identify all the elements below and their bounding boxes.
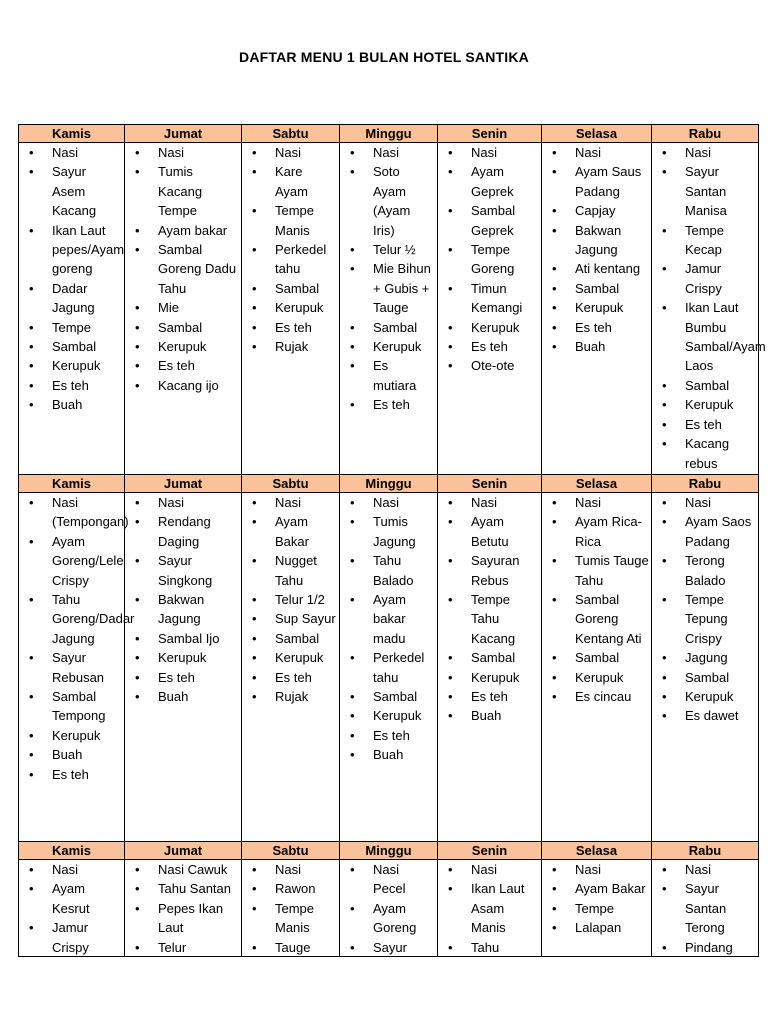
menu-item: • Ayam Bakar: [542, 879, 651, 898]
menu-list: [242, 143, 339, 356]
menu-item: • Kerupuk: [542, 298, 651, 317]
menu-item: • Jamur Crispy: [652, 259, 758, 298]
menu-item: • Nasi (Tempongan): [19, 493, 124, 532]
menu-item: • Sayuran Rebus: [438, 551, 541, 590]
day-header-jumat: Jumat: [125, 842, 242, 860]
day-header-jumat: Jumat: [125, 125, 242, 143]
menu-item: • Nasi Pecel: [340, 860, 437, 899]
menu-item: • Nasi: [242, 493, 339, 512]
menu-item: • Ayam Betutu: [438, 512, 541, 551]
menu-list: [542, 860, 651, 938]
menu-item: • Sambal Ijo: [125, 629, 241, 648]
menu-item: • Kerupuk: [19, 356, 124, 375]
menu-item: • Ote-ote: [438, 356, 541, 375]
menu-item: • Ayam Geprek: [438, 162, 541, 201]
menu-item: • Buah: [19, 395, 124, 414]
menu-item: • Kerupuk: [652, 395, 758, 414]
day-header-minggu: Minggu: [340, 475, 438, 493]
menu-item: • Sambal: [125, 318, 241, 337]
day-header-jumat: Jumat: [125, 475, 242, 493]
menu-item: • Kerupuk: [542, 668, 651, 687]
menu-item: • Nasi: [125, 143, 241, 162]
menu-item: • Kerupuk: [438, 318, 541, 337]
menu-item: • Es teh: [652, 415, 758, 434]
menu-list: [438, 143, 541, 376]
menu-cell-minggu: [340, 143, 438, 475]
menu-item: • Nasi: [542, 860, 651, 879]
menu-item: • Nasi: [652, 143, 758, 162]
menu-list: [340, 860, 437, 957]
menu-cell-kamis: [19, 860, 125, 957]
menu-list: [125, 143, 241, 395]
menu-item: • Es cincau: [542, 687, 651, 706]
menu-item: • Tempe Manis: [242, 201, 339, 240]
menu-item: • Es teh: [242, 668, 339, 687]
menu-item: • Jamur Crispy: [19, 918, 124, 957]
menu-item: • Es teh: [438, 337, 541, 356]
menu-item: • Bakwan Jagung: [542, 221, 651, 260]
menu-item: • Lalapan: [542, 918, 651, 937]
menu-row: [19, 143, 759, 475]
menu-list: [340, 143, 437, 415]
menu-cell-kamis: [19, 493, 135, 842]
menu-item: • Sayur Singkong: [125, 551, 241, 590]
menu-item: • Nasi: [242, 143, 339, 162]
menu-item: • Ayam Goreng: [340, 899, 437, 938]
menu-cell-jumat: [125, 493, 242, 842]
day-header-minggu: Minggu: [340, 125, 438, 143]
menu-cell-sabtu: [242, 143, 340, 475]
menu-item: • Es teh: [542, 318, 651, 337]
menu-item: • Ati kentang: [542, 259, 651, 278]
menu-list: [242, 860, 339, 957]
menu-item: • Ayam Goreng/Lele Crispy: [19, 532, 124, 590]
menu-list: [340, 493, 437, 765]
menu-cell-selasa: [542, 493, 652, 842]
menu-cell-selasa: [542, 143, 652, 475]
menu-list: [438, 860, 541, 957]
menu-item: • Ayam Kesrut: [19, 879, 124, 918]
menu-item: • Nasi: [438, 143, 541, 162]
menu-item: • Buah: [542, 337, 651, 356]
menu-list: [19, 493, 135, 784]
menu-item: • Sambal: [438, 648, 541, 667]
day-header-selasa: Selasa: [542, 475, 652, 493]
menu-item: • Bakwan Jagung: [125, 590, 241, 629]
day-header-selasa: Selasa: [542, 125, 652, 143]
menu-item: • Sambal Goreng Kentang Ati: [542, 590, 651, 648]
menu-item: • Sambal: [542, 279, 651, 298]
menu-list: [125, 860, 241, 957]
day-header-sabtu: Sabtu: [242, 842, 340, 860]
menu-item: • Ikan Laut pepes/Ayam goreng: [19, 221, 124, 279]
menu-item: • Rendang Daging: [125, 512, 241, 551]
day-header-selasa: Selasa: [542, 842, 652, 860]
menu-item: • Tempe Goreng: [438, 240, 541, 279]
menu-item: • Kerupuk: [242, 648, 339, 667]
menu-item: • Tahu Goreng/Dadar Jagung: [19, 590, 124, 648]
menu-item: • Nasi: [19, 860, 124, 879]
menu-item: • Ikan Laut Bumbu Sambal/Ayam Laos: [652, 298, 758, 376]
menu-cell-sabtu: [242, 860, 340, 957]
menu-item: • Sayur Santan Terong: [652, 879, 758, 937]
menu-item: • Kerupuk: [19, 726, 124, 745]
menu-list: [652, 860, 758, 957]
menu-item: • Tumis Tauge Tahu: [542, 551, 651, 590]
menu-cell-kamis: [19, 143, 125, 475]
menu-item: • Rujak: [242, 687, 339, 706]
menu-item: • Nasi: [340, 143, 437, 162]
menu-list: [542, 493, 651, 706]
menu-row: [19, 493, 759, 842]
menu-list: [125, 493, 241, 706]
day-header-rabu: Rabu: [652, 125, 759, 143]
menu-item: • Ayam Saos Padang: [652, 512, 758, 551]
day-header-senin: Senin: [438, 842, 542, 860]
menu-item: • Nasi: [438, 860, 541, 879]
menu-item: • Nasi: [125, 493, 241, 512]
menu-item: • Es dawet: [652, 706, 758, 725]
menu-item: • Nasi: [542, 493, 651, 512]
menu-item: • Kerupuk: [340, 706, 437, 725]
menu-item: • Nasi: [438, 493, 541, 512]
menu-item: • Perkedel tahu: [340, 648, 437, 687]
menu-item: • Nugget Tahu: [242, 551, 339, 590]
menu-item: • Tempe Manis: [242, 899, 339, 938]
menu-item: • Rujak: [242, 337, 339, 356]
menu-cell-rabu: [652, 143, 766, 475]
menu-item: • Sambal: [340, 687, 437, 706]
menu-item: • Sayur: [340, 938, 437, 957]
menu-item: • Sayur Santan Manisa: [652, 162, 758, 220]
menu-item: • Dadar Jagung: [19, 279, 124, 318]
menu-item: • Tahu Balado: [340, 551, 437, 590]
menu-item: • Buah: [340, 745, 437, 764]
menu-item: • Ayam Rica-Rica: [542, 512, 651, 551]
day-header-minggu: Minggu: [340, 842, 438, 860]
day-header-kamis: Kamis: [19, 842, 125, 860]
menu-cell-minggu: [340, 860, 438, 957]
menu-item: • Sambal: [652, 376, 758, 395]
menu-item: • Ikan Laut Asam Manis: [438, 879, 541, 937]
menu-item: • Sambal: [542, 648, 651, 667]
menu-cell-sabtu: [242, 493, 340, 842]
menu-item: • Tauge: [242, 938, 339, 957]
menu-item: • Sambal: [340, 318, 437, 337]
menu-item: • Tumis Kacang Tempe: [125, 162, 241, 220]
menu-item: • Nasi: [242, 860, 339, 879]
menu-item: • Kerupuk: [242, 298, 339, 317]
menu-item: • Terong Balado: [652, 551, 758, 590]
menu-week-1: [18, 124, 766, 475]
menu-item: • Kerupuk: [652, 687, 758, 706]
day-header-kamis: Kamis: [19, 475, 125, 493]
menu-item: • Sambal: [19, 337, 124, 356]
menu-item: • Buah: [19, 745, 124, 764]
menu-cell-senin: [438, 143, 542, 475]
menu-item: • Tahu: [438, 938, 541, 957]
menu-item: • Tumis Jagung: [340, 512, 437, 551]
menu-item: • Nasi: [340, 493, 437, 512]
menu-item: • Es teh: [438, 687, 541, 706]
menu-item: • Es teh: [242, 318, 339, 337]
menu-item: • Capjay: [542, 201, 651, 220]
menu-item: • Es mutiara: [340, 356, 437, 395]
menu-item: • Telur: [125, 938, 241, 957]
menu-list: [652, 493, 758, 726]
menu-item: • Es teh: [19, 376, 124, 395]
menu-item: • Es teh: [19, 765, 124, 784]
menu-item: • Tempe: [19, 318, 124, 337]
menu-list: [19, 143, 124, 415]
menu-item: • Tempe Tahu Kacang: [438, 590, 541, 648]
menu-item: • Kare Ayam: [242, 162, 339, 201]
menu-item: • Timun Kemangi: [438, 279, 541, 318]
menu-item: • Sayur Rebusan: [19, 648, 124, 687]
menu-list: [242, 493, 339, 706]
document-title: DAFTAR MENU 1 BULAN HOTEL SANTIKA: [239, 49, 529, 65]
menu-item: • Sambal: [242, 629, 339, 648]
menu-item: • Nasi: [652, 860, 758, 879]
menu-list: [542, 143, 651, 356]
menu-cell-minggu: [340, 493, 438, 842]
menu-item: • Telur ½: [340, 240, 437, 259]
day-header-rabu: Rabu: [652, 842, 759, 860]
menu-item: • Nasi: [542, 143, 651, 162]
menu-item: • Buah: [125, 687, 241, 706]
menu-item: • Sayur Asem Kacang: [19, 162, 124, 220]
menu-row: [19, 860, 759, 957]
menu-item: • Ayam Bakar: [242, 512, 339, 551]
menu-item: • Tempe Tepung Crispy: [652, 590, 758, 648]
menu-cell-jumat: [125, 143, 242, 475]
menu-item: • Buah: [438, 706, 541, 725]
menu-item: • Ayam Saus Padang: [542, 162, 651, 201]
menu-item: • Ayam bakar madu: [340, 590, 437, 648]
menu-item: • Mie: [125, 298, 241, 317]
menu-item: • Es teh: [340, 726, 437, 745]
menu-item: • Sambal Tempong: [19, 687, 124, 726]
menu-item: • Tempe: [542, 899, 651, 918]
menu-cell-senin: [438, 493, 542, 842]
day-header-senin: Senin: [438, 125, 542, 143]
menu-item: • Tahu Santan: [125, 879, 241, 898]
menu-cell-jumat: [125, 860, 242, 957]
menu-item: • Rawon: [242, 879, 339, 898]
menu-item: • Sambal Geprek: [438, 201, 541, 240]
menu-list: [652, 143, 766, 473]
menu-item: • Es teh: [125, 668, 241, 687]
menu-item: • Pepes Ikan Laut: [125, 899, 241, 938]
menu-item: • Kerupuk: [438, 668, 541, 687]
menu-item: • Perkedel tahu: [242, 240, 339, 279]
menu-item: • Ayam bakar: [125, 221, 241, 240]
menu-list: [438, 493, 541, 726]
menu-week-3: [18, 841, 759, 957]
menu-item: • Sambal Goreng Dadu Tahu: [125, 240, 241, 298]
day-header-senin: Senin: [438, 475, 542, 493]
menu-item: • Kerupuk: [340, 337, 437, 356]
day-header-sabtu: Sabtu: [242, 125, 340, 143]
menu-cell-selasa: [542, 860, 652, 957]
menu-item: • Mie Bihun + Gubis + Tauge: [340, 259, 437, 317]
menu-item: • Kacang rebus: [652, 434, 758, 473]
menu-item: • Soto Ayam (Ayam Iris): [340, 162, 437, 240]
menu-item: • Tempe Kecap: [652, 221, 758, 260]
menu-item: • Kacang ijo: [125, 376, 241, 395]
day-header-sabtu: Sabtu: [242, 475, 340, 493]
menu-item: • Sambal: [652, 668, 758, 687]
menu-item: • Jagung: [652, 648, 758, 667]
menu-item: • Pindang: [652, 938, 758, 957]
menu-item: • Sambal: [242, 279, 339, 298]
menu-item: • Kerupuk: [125, 648, 241, 667]
menu-item: • Nasi: [652, 493, 758, 512]
menu-item: • Es teh: [340, 395, 437, 414]
day-header-kamis: Kamis: [19, 125, 125, 143]
menu-cell-senin: [438, 860, 542, 957]
menu-item: • Nasi Cawuk: [125, 860, 241, 879]
menu-item: • Es teh: [125, 356, 241, 375]
menu-week-2: [18, 474, 759, 842]
menu-item: • Kerupuk: [125, 337, 241, 356]
menu-list: [19, 860, 124, 957]
day-header-rabu: Rabu: [652, 475, 759, 493]
menu-item: • Nasi: [19, 143, 124, 162]
menu-cell-rabu: [652, 860, 759, 957]
menu-cell-rabu: [652, 493, 759, 842]
menu-item: • Telur 1/2: [242, 590, 339, 609]
menu-item: • Sup Sayur: [242, 609, 339, 628]
